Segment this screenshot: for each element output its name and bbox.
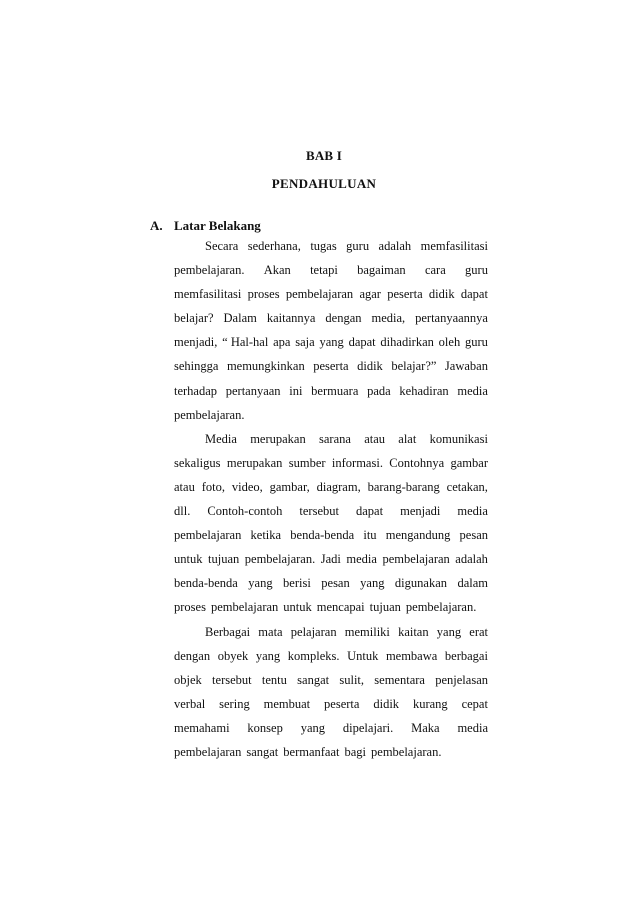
word: barang-barang: [367, 479, 440, 494]
word: cetakan,: [446, 479, 488, 494]
word: belajar?”: [391, 359, 437, 374]
word: guru: [346, 239, 370, 253]
word: memfasilitasi: [420, 239, 488, 253]
text-line: [174, 499, 488, 523]
word: pembelajaran: [174, 528, 242, 543]
word: media: [457, 720, 488, 735]
word: tujuan: [208, 552, 240, 567]
word: objek: [174, 672, 202, 687]
word: didik: [428, 287, 455, 302]
word: foto,: [201, 479, 225, 494]
word: yang: [319, 335, 344, 350]
word: obyek: [217, 648, 249, 663]
word: membuat: [263, 696, 311, 711]
paragraph: [174, 234, 488, 427]
word: “ Hal-hal: [222, 335, 269, 350]
word: sangat: [246, 744, 279, 759]
word: pembelajaran.: [174, 263, 245, 278]
word: gambar,: [269, 479, 310, 494]
word: tugas: [310, 239, 337, 253]
word: Berbagai: [205, 624, 251, 639]
word: sumber: [288, 455, 326, 470]
word: dalam: [457, 576, 488, 591]
text-line: [174, 692, 488, 716]
word: peserta: [313, 359, 349, 374]
word: sederhana,: [247, 239, 301, 253]
word: media: [457, 504, 488, 519]
text-line: [174, 740, 488, 764]
section-title: Latar Belakang: [174, 218, 261, 233]
word: tetapi: [310, 263, 338, 278]
word: dipelajari.: [342, 720, 394, 735]
word: berisi: [283, 576, 311, 591]
word: adalah: [455, 552, 488, 567]
word: Jawaban: [444, 359, 488, 374]
text-line: [174, 547, 488, 571]
word: verbal: [174, 696, 206, 711]
text-line: [174, 403, 488, 427]
word: cara: [424, 263, 446, 278]
word: proses: [247, 287, 280, 302]
word: tersebut: [299, 504, 339, 519]
word: untuk: [283, 600, 312, 615]
word: Akan: [263, 263, 291, 278]
word: pembelajaran: [210, 600, 279, 615]
text-line: [174, 451, 488, 475]
chapter-number: BAB I: [305, 148, 343, 163]
word: kehadiran: [399, 383, 449, 398]
word: sehingga: [174, 359, 219, 374]
word: menjadi: [400, 504, 441, 519]
word: tentu: [261, 672, 287, 687]
word: pesan: [459, 528, 488, 543]
word: dapat: [356, 504, 384, 519]
word: kaitannya: [266, 311, 316, 326]
word: pada: [367, 383, 391, 398]
word: yang: [255, 648, 281, 663]
word: komunikasi: [429, 431, 488, 446]
word: dapat: [460, 287, 488, 302]
word: diagram,: [316, 479, 361, 494]
word: Dalam: [223, 311, 257, 326]
word: guru: [464, 335, 488, 350]
word: saja: [295, 335, 315, 350]
word: kurang: [412, 696, 448, 711]
word: dihadirkan: [380, 335, 434, 350]
word: bagaiman: [357, 263, 406, 278]
word: pembelajaran: [285, 287, 354, 302]
word: kompleks.: [287, 648, 340, 663]
word: media: [457, 383, 488, 398]
word: Media: [205, 431, 237, 446]
text-line: [174, 258, 488, 282]
word: merupakan: [226, 455, 283, 470]
word: memiliki: [344, 624, 390, 639]
word: erat: [469, 624, 488, 639]
text-line: [174, 330, 488, 354]
word: menjadi,: [174, 335, 218, 350]
word: yang: [248, 576, 273, 591]
word: cepat: [461, 696, 488, 711]
word: atau: [174, 479, 195, 494]
word: pembelajaran: [382, 552, 450, 567]
word: dll.: [174, 504, 191, 519]
word: alat: [398, 431, 417, 446]
word: Secara: [205, 239, 239, 253]
section-heading: [150, 218, 261, 234]
word: mengandung: [385, 528, 451, 543]
word: tersebut: [212, 672, 252, 687]
word: sementara: [374, 672, 425, 687]
word: pertanyaannya: [415, 311, 488, 326]
word: mencapai: [316, 600, 365, 615]
word: gambar: [450, 455, 488, 470]
word: digunakan: [394, 576, 447, 591]
text-line: [174, 716, 488, 740]
word: dengan: [325, 311, 362, 326]
word: ketika: [250, 528, 282, 543]
word: sarana: [319, 431, 351, 446]
text-line: [174, 306, 488, 330]
word: sekaligus: [174, 455, 221, 470]
chapter-title: PENDAHULUAN: [271, 176, 377, 191]
text-line: [174, 234, 488, 258]
word: pelajaran: [290, 624, 337, 639]
word: terhadap: [174, 383, 218, 398]
word: didik: [373, 696, 400, 711]
word: bermuara: [311, 383, 359, 398]
section-letter: A.: [150, 218, 163, 233]
word: media: [346, 552, 377, 567]
text-line: [174, 595, 488, 619]
text-line: [174, 475, 488, 499]
word: atau: [364, 431, 386, 446]
word: agar: [359, 287, 381, 302]
word: bagi: [344, 744, 367, 759]
text-line: [174, 354, 488, 378]
word: peserta: [324, 696, 360, 711]
word: membawa: [385, 648, 438, 663]
word: penjelasan: [435, 672, 488, 687]
word: guru: [465, 263, 488, 278]
text-line: [174, 427, 488, 451]
word: yang: [436, 624, 462, 639]
word: proses: [174, 600, 206, 615]
word: pesan: [321, 576, 350, 591]
word: benda-benda: [174, 576, 238, 591]
word: oleh: [438, 335, 461, 350]
paragraph: [174, 620, 488, 765]
word: apa: [273, 335, 291, 350]
word: Jadi: [320, 552, 341, 567]
word: untuk: [174, 552, 203, 567]
body-text: [174, 234, 488, 764]
word: informasi.: [331, 455, 383, 470]
word: bermanfaat: [283, 744, 340, 759]
text-line: [174, 668, 488, 692]
word: memahami: [174, 720, 230, 735]
word: ini: [289, 383, 303, 398]
word: sulit,: [339, 672, 365, 687]
word: dengan: [174, 648, 211, 663]
word: itu: [363, 528, 377, 543]
word: berbagai: [444, 648, 488, 663]
text-line: [174, 282, 488, 306]
word: yang: [300, 720, 326, 735]
word: memungkinkan: [226, 359, 305, 374]
word: pembelajaran.: [405, 600, 477, 615]
word: memfasilitasi: [174, 287, 242, 302]
word: kaitan: [398, 624, 429, 639]
text-line: [174, 523, 488, 547]
word: mata: [258, 624, 283, 639]
word: pembelajaran.: [174, 407, 245, 422]
word: dapat: [348, 335, 376, 350]
word: pembelajaran.: [244, 552, 316, 567]
word: konsep: [247, 720, 283, 735]
word: video,: [231, 479, 263, 494]
word: media,: [371, 311, 406, 326]
word: Contohnya: [389, 455, 445, 470]
word: adalah: [378, 239, 412, 253]
word: yang: [360, 576, 385, 591]
word: peserta: [387, 287, 423, 302]
word: Contoh-contoh: [207, 504, 283, 519]
word: Untuk: [347, 648, 379, 663]
word: belajar?: [174, 311, 214, 326]
word: tujuan: [369, 600, 401, 615]
text-line: [174, 644, 488, 668]
word: benda-benda: [290, 528, 355, 543]
word: merupakan: [250, 431, 306, 446]
word: sering: [219, 696, 250, 711]
word: pembelajaran.: [371, 744, 442, 759]
word: Maka: [411, 720, 440, 735]
word: pembelajaran: [174, 744, 242, 759]
word: didik: [357, 359, 383, 374]
word: sangat: [297, 672, 330, 687]
text-line: [174, 379, 488, 403]
text-line: [174, 571, 488, 595]
paragraph: [174, 427, 488, 620]
word: pertanyaan: [225, 383, 281, 398]
text-line: [174, 620, 488, 644]
